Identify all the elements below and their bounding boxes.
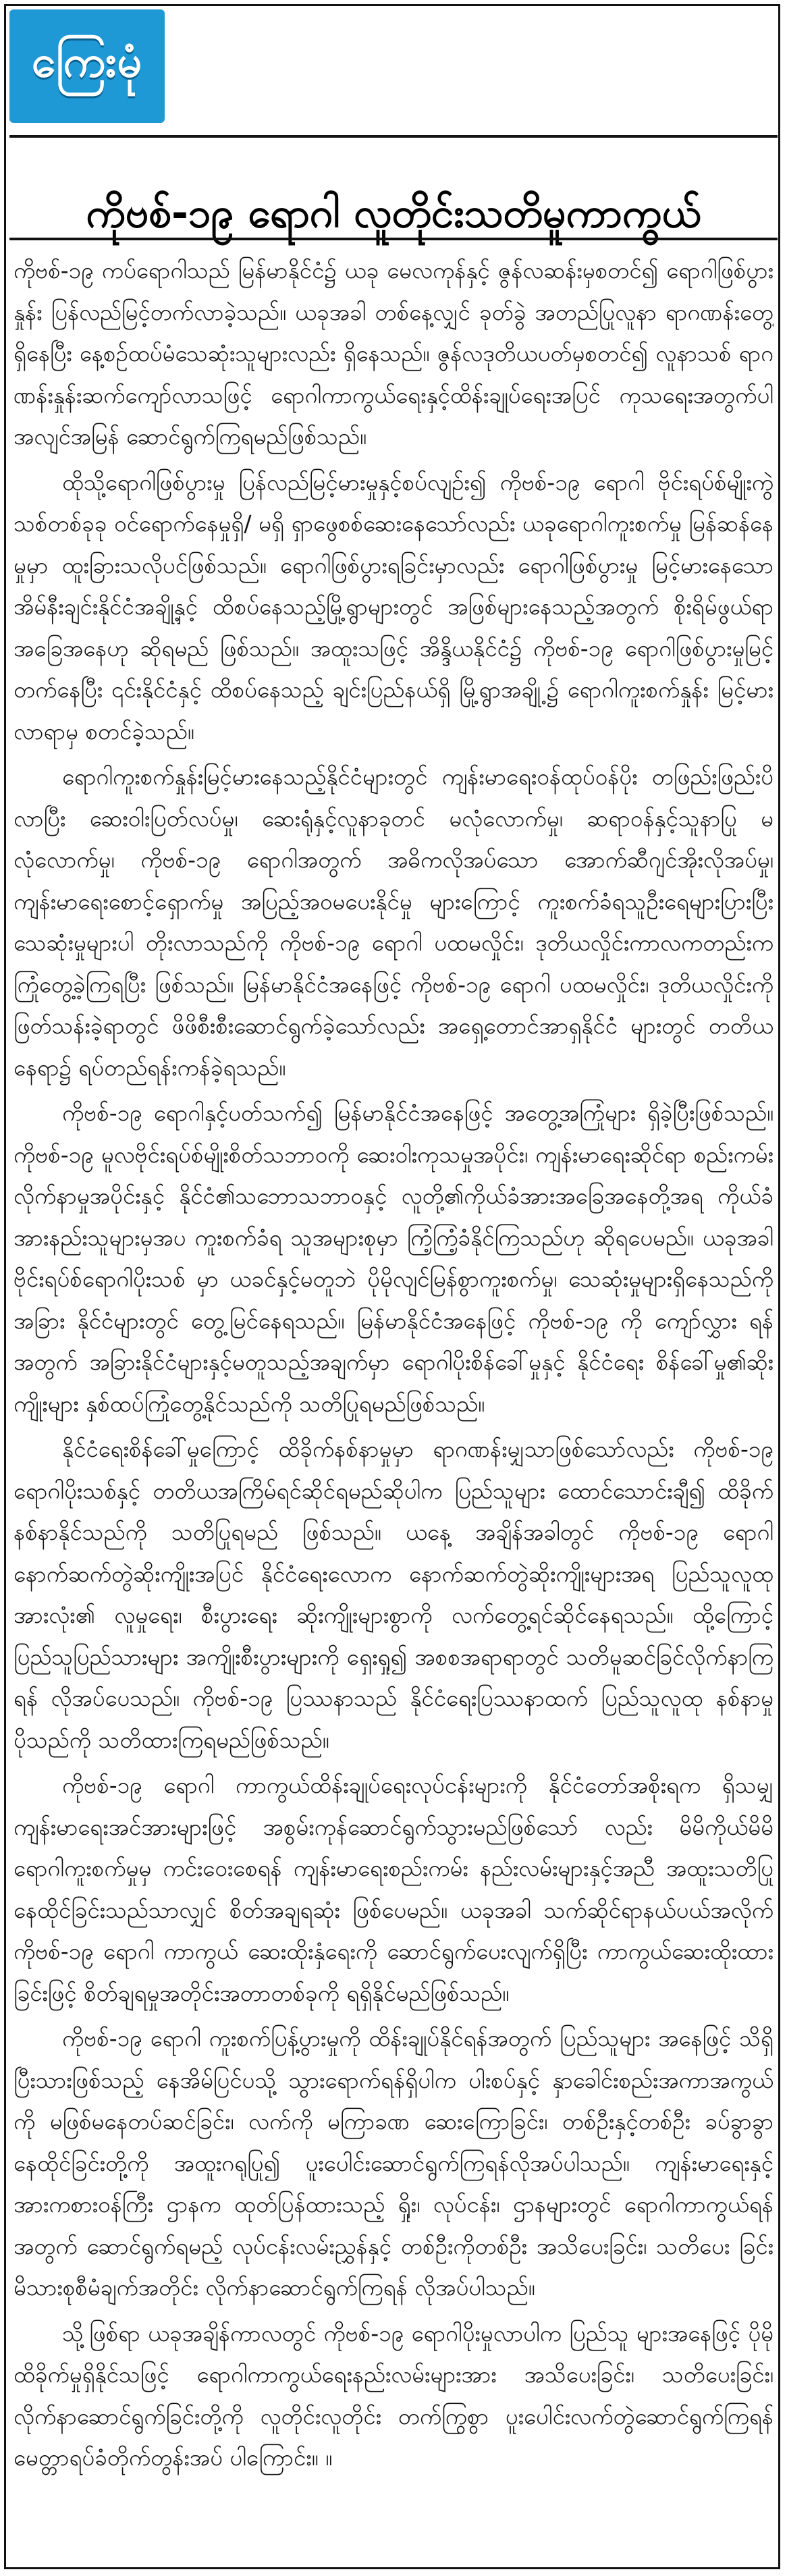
- masthead-name: ကြေးမုံ: [31, 37, 143, 87]
- article-paragraph-1: ကိုဗစ်-၁၉ ကပ်ရောဂါသည် မြန်မာနိုင်ငံ၌ ယခု မေလကုန်နှင့် ဇွန်လဆန်းမှစတင်၍ ရောဂါဖြစ်ပွားနှုန်း ပြန်လည်မြင့်တက်လာခဲ့သည်။ ယခုအခါ တစ်နေ့လျှင် ခုတ်ခွဲ အတည်ပြုလူနာ ရာဂဏန်းတွေ့ရှိနေပြီး နေ့စဉ်ထပ်မံသေဆုံးသူများလည်း ရှိနေသည်။ ဇွန်လဒုတိယပတ်မှစတင်၍ လူနာသစ် ရာဂဏန်းနှုန်းဆက်ကျော်လာသဖြင့် ရောဂါကာကွယ်ရေးနှင့်ထိန်းချုပ်ရေးအပြင် ကုသရေးအတွက်ပါ အလျင်အမြန် ဆောင်ရွက်ကြရမည်ဖြစ်သည်။: [13, 257, 774, 450]
- masthead-divider: [9, 135, 778, 138]
- article-title: ကိုဗစ်-၁၉ ရောဂါ လူတိုင်းသတိမူကာကွယ်: [86, 190, 701, 238]
- article-paragraph-2: ထိုသို့ရောဂါဖြစ်ပွားမှု ပြန်လည်မြင့်မားမှုနှင့်စပ်လျဉ်း၍ ကိုဗစ်-၁၉ ရောဂါ ဗိုင်းရပ်စ်မျိုးကွဲသစ်တစ်ခုခု ဝင်ရောက်နေမှုရှိ/ မရှိ ရှာဖွေစစ်ဆေးနေသော်လည်း ယခုရောဂါကူးစက်မှု မြန်ဆန်နေမှုမှာ ထူးခြားသလိုပင်ဖြစ်သည်။ ရောဂါဖြစ်ပွားရခြင်းမှာလည်း ရောဂါဖြစ်ပွားမှု မြင့်မားနေသော အိမ်နီးချင်းနိုင်ငံအချို့နှင့် ထိစပ်နေသည့်မြို့ရွာများတွင် အဖြစ်များနေသည့်အတွက် စိုးရိမ်ဖွယ်ရာအခြေအနေဟု ဆိုရမည် ဖြစ်သည်။ အထူးသဖြင့် အိန္ဒိယနိုင်ငံ၌ ကိုဗစ်-၁၉ ရောဂါဖြစ်ပွားမှုမြင့်တက်နေပြီး ၎င်းနိုင်ငံနှင့် ထိစပ်နေသည့် ချင်းပြည်နယ်ရှိ မြို့ရွာအချို့၌ ရောဂါကူးစက်နှုန်း မြင့်မား လာရာမှ စတင်ခဲ့သည်။: [13, 468, 774, 745]
- article-paragraph-5: နိုင်ငံရေးစိန်ခေါ်မှုကြောင့် ထိခိုက်နစ်နာမှုမှာ ရာဂဏန်းမျှသာဖြစ်သော်လည်း ကိုဗစ်-၁၉ ရောဂါပိုးသစ်နှင့် တတိယအကြိမ်ရင်ဆိုင်ရမည်ဆိုပါက ပြည်သူများ ထောင်သောင်းချီ၍ ထိခိုက်နစ်နာနိုင်သည်ကို သတိပြုရမည် ဖြစ်သည်။ ယနေ့ အချိန်အခါတွင် ကိုဗစ်-၁၉ ရောဂါ နောက်ဆက်တွဲဆိုးကျိုးအပြင် နိုင်ငံရေးလောက နောက်ဆက်တွဲဆိုးကျိုးများအရ ပြည်သူလူထုအားလုံး၏ လူမှုရေး၊ စီးပွားရေး ဆိုးကျိုးများစွာကို လက်တွေ့ရင်ဆိုင်နေရသည်။ ထို့ကြောင့် ပြည်သူပြည်သားများ အကျိုးစီးပွားများကို ရှေးရှု၍ အစစအရာရာတွင် သတိမူဆင်ခြင်လိုက်နာကြရန် လိုအပ်ပေသည်။ ကိုဗစ်-၁၉ ပြဿနာသည် နိုင်ငံရေးပြဿနာထက် ပြည်သူလူထု နစ်နာမှုပိုသည်ကို သတိထားကြရမည်ဖြစ်သည်။: [13, 1436, 774, 1753]
- article-paragraph-8: သို့ဖြစ်ရာ ယခုအချိန်ကာလတွင် ကိုဗစ်-၁၉ ရောဂါပိုးမှုလာပါက ပြည်သူ များအနေဖြင့် ပိုမိုထိခိုက်မှုရှိနိုင်သဖြင့် ရောဂါကာကွယ်ရေးနည်းလမ်းများအား အသိပေးခြင်း၊ သတိပေးခြင်း၊ လိုက်နာဆောင်ရွက်ခြင်းတို့ကို လူတိုင်းလူတိုင်း တက်ကြွစွာ ပူးပေါင်းလက်တွဲဆောင်ရွက်ကြရန် မေတ္တာရပ်ခံတိုက်တွန်းအပ် ပါကြောင်း။ ။: [13, 2319, 774, 2471]
- article-paragraph-7: ကိုဗစ်-၁၉ ရောဂါ ကူးစက်ပြန့်ပွားမှုကို ထိန်းချုပ်နိုင်ရန်အတွက် ပြည်သူများ အနေဖြင့် သိရှိပြီးသားဖြစ်သည့် နေအိမ်ပြင်ပသို့ သွားရောက်ရန်ရှိပါက ပါးစပ်နှင့် နှာခေါင်းစည်းအကာအကွယ်ကို မဖြစ်မနေတပ်ဆင်ခြင်း၊ လက်ကို မကြာခဏ ဆေးကြောခြင်း၊ တစ်ဦးနှင့်တစ်ဦး ခပ်ခွာခွာနေထိုင်ခြင်းတို့ကို အထူးဂရုပြု၍ ပူးပေါင်းဆောင်ရွက်ကြရန်လိုအပ်ပါသည်။ ကျန်းမာရေးနှင့်အားကစားဝန်ကြီး ဌာနက ထုတ်ပြန်ထားသည့် ရှိုး၊ လုပ်ငန်း၊ ဌာနများတွင် ရောဂါကာကွယ်ရန်အတွက် ဆောင်ရွက်ရမည့် လုပ်ငန်းလမ်းညွှန်နှင့် တစ်ဦးကိုတစ်ဦး အသိပေးခြင်း၊ သတိပေး ခြင်း မိသားစုစီမံချက်အတိုင်း လိုက်နာဆောင်ရွက်ကြရန် လိုအပ်ပါသည်။: [13, 2025, 774, 2301]
- title-divider: [9, 238, 778, 240]
- article-paragraph-4: ကိုဗစ်-၁၉ ရောဂါနှင့်ပတ်သက်၍ မြန်မာနိုင်ငံအနေဖြင့် အတွေ့အကြုံများ ရှိခဲ့ပြီးဖြစ်သည်။ ကိုဗစ်-၁၉ မူလဗိုင်းရပ်စ်မျိုးစိတ်သဘာဝကို ဆေးဝါးကုသမှုအပိုင်း၊ ကျန်းမာရေးဆိုင်ရာ စည်းကမ်းလိုက်နာမှုအပိုင်းနှင့် နိုင်ငံ၏သဘောသဘာဝနှင့် လူတို့၏ကိုယ်ခံအားအခြေအနေတို့အရ ကိုယ်ခံအားနည်းသူများမှအပ ကူးစက်ခံရ သူအများစုမှာ ကြံ့ကြံ့ခံနိုင်ကြသည်ဟု ဆိုရပေမည်။ ယခုအခါ ဗိုင်းရပ်စ်ရောဂါပိုးသစ် မှာ ယခင်နှင့်မတူဘဲ ပိုမိုလျင်မြန်စွာကူးစက်မှု၊ သေဆုံးမှုများရှိနေသည်ကို အခြား နိုင်ငံများတွင် တွေ့မြင်နေရသည်။ မြန်မာနိုင်ငံအနေဖြင့် ကိုဗစ်-၁၉ ကို ကျော်လွှား ရန်အတွက် အခြားနိုင်ငံများနှင့်မတူသည့်အချက်မှာ ရောဂါပိုးစိန်ခေါ်မှုနှင့် နိုင်ငံရေး စိန်ခေါ်မှု၏ဆိုးကျိုးများ နှစ်ထပ်ကြုံတွေ့နိုင်သည်ကို သတိပြုရမည်ဖြစ်သည်။: [13, 1100, 774, 1417]
- newspaper-masthead-logo: [9, 9, 165, 123]
- article-body: [13, 250, 774, 2562]
- article-paragraph-3: ရောဂါကူးစက်နှုန်းမြင့်မားနေသည့်နိုင်ငံများတွင် ကျန်းမာရေးဝန်ထုပ်ဝန်ပိုး တဖြည်းဖြည်းပိလာပြီး ဆေးဝါးပြတ်လပ်မှု၊ ဆေးရုံနှင့်လူနာခုတင် မလုံလောက်မှု၊ ဆရာဝန်နှင့်သူနာပြု မလုံလောက်မှု၊ ကိုဗစ်-၁၉ ရောဂါအတွက် အဓိကလိုအပ်သော အောက်ဆီဂျင်အိုးလိုအပ်မှု၊ ကျန်းမာရေးစောင့်ရှောက်မှု အပြည့်အဝမပေးနိုင်မှု များကြောင့် ကူးစက်ခံရသူဦးရေများပြားပြီး သေဆုံးမှုများပါ တိုးလာသည်ကို ကိုဗစ်-၁၉ ရောဂါ ပထမလှိုင်း၊ ဒုတိယလှိုင်းကာလကတည်းက ကြုံတွေ့ခဲ့ကြရပြီး ဖြစ်သည်။ မြန်မာနိုင်ငံအနေဖြင့် ကိုဗစ်-၁၉ ရောဂါ ပထမလှိုင်း၊ ဒုတိယလှိုင်းကို ဖြတ်သန်းခဲ့ရာတွင် ဖိဖိစီးစီးဆောင်ရွက်ခဲ့သော်လည်း အရှေ့တောင်အာရှနိုင်ငံ များတွင် တတိယနေရာ၌ ရပ်တည်ရန်းကန်ခဲ့ရသည်။: [13, 763, 774, 1081]
- article-paragraph-6: ကိုဗစ်-၁၉ ရောဂါ ကာကွယ်ထိန်းချုပ်ရေးလုပ်ငန်းများကို နိုင်ငံတော်အစိုးရက ရှိသမျှကျန်းမာရေးအင်အားများဖြင့် အစွမ်းကုန်ဆောင်ရွက်သွားမည်ဖြစ်သော် လည်း မိမိကိုယ်မိမိ ရောဂါကူးစက်မှုမှ ကင်းဝေးစေရန် ကျန်းမာရေးစည်းကမ်း နည်းလမ်းများနှင့်အညီ အထူးသတိပြုနေထိုင်ခြင်းသည်သာလျှင် စိတ်အချရဆုံး ဖြစ်ပေမည်။ ယခုအခါ သက်ဆိုင်ရာနယ်ပယ်အလိုက် ကိုဗစ်-၁၉ ရောဂါ ကာကွယ် ဆေးထိုးနှံရေးကို ဆောင်ရွက်ပေးလျက်ရှိပြီး ကာကွယ်ဆေးထိုးထားခြင်းဖြင့် စိတ်ချရမှုအတိုင်းအတာတစ်ခုကို ရရှိနိုင်မည်ဖြစ်သည်။: [13, 1772, 774, 2006]
